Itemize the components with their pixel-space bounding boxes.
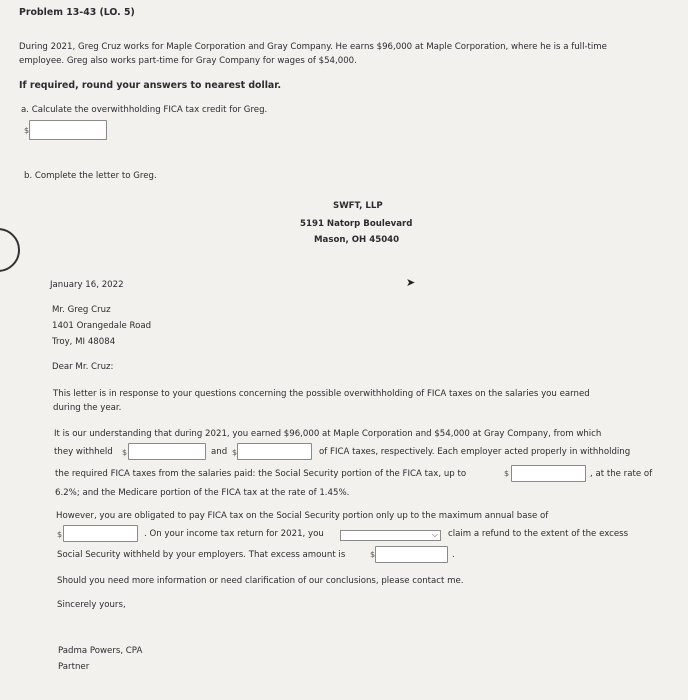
- recipient-name: Mr. Greg Cruz: [52, 305, 111, 315]
- claim-choice-dropdown[interactable]: [340, 530, 441, 541]
- firm-name: SWFT, LLP: [333, 201, 383, 211]
- overwithholding-credit-input[interactable]: [29, 120, 107, 140]
- intro-line-2: employee. Greg also works part-time for Gray Company for wages of $54,000.: [19, 56, 357, 66]
- maple-currency: $: [122, 448, 128, 457]
- paragraph-2-line-1: It is our understanding that during 2021, you earned $96,000 at Maple Corporation and $54,000 at Gray Company, from which: [54, 429, 602, 439]
- problem-title: Problem 13-43 (LO. 5): [19, 7, 135, 18]
- return-text: . On your income tax return for 2021, you: [144, 529, 324, 539]
- ss-cap-input[interactable]: [511, 465, 586, 482]
- signer-title: Partner: [58, 662, 90, 672]
- paragraph-1-line-1: This letter is in response to your questions concerning the possible overwithholding of FICA taxes on the salaries you earned: [53, 389, 590, 399]
- decorative-circle: [0, 228, 20, 272]
- of-fica-text: of FICA taxes, respectively. Each employer acted properly in withholding: [319, 447, 631, 457]
- paragraph-2-line-4: 6.2%; and the Medicare portion of the FICA tax at the rate of 1.45%.: [55, 488, 350, 498]
- signer-name: Padma Powers, CPA: [58, 646, 143, 656]
- ss-cap-currency: $: [504, 469, 510, 478]
- maple-withheld-input[interactable]: [128, 443, 206, 460]
- part-b-label: b. Complete the letter to Greg.: [24, 171, 157, 181]
- excess-period: .: [452, 550, 455, 560]
- gray-withheld-input[interactable]: [237, 443, 312, 460]
- excess-currency: $: [370, 550, 376, 559]
- part-a-label: a. Calculate the overwithholding FICA tax credit for Greg.: [21, 105, 268, 115]
- recipient-address-1: 1401 Orangedale Road: [52, 321, 152, 331]
- excess-text: Social Security withheld by your employers. That excess amount is: [57, 550, 346, 560]
- salutation: Dear Mr. Cruz:: [52, 362, 114, 372]
- closing-line: Should you need more information or need clarification of our conclusions, please contact me.: [57, 576, 464, 586]
- max-base-input[interactable]: [63, 525, 138, 542]
- paragraph-2-line-3: the required FICA taxes from the salaries paid: the Social Security portion of the FICA tax, up to: [55, 469, 467, 479]
- max-base-currency: $: [57, 530, 63, 539]
- and-text: and: [211, 447, 228, 457]
- firm-address-1: 5191 Natorp Boulevard: [300, 219, 413, 229]
- rate-text: , at the rate of: [590, 469, 653, 479]
- paragraph-1-line-2: during the year.: [53, 403, 122, 413]
- gray-currency: $: [232, 448, 238, 457]
- claim-text: claim a refund to the extent of the excess: [448, 529, 629, 539]
- letter-date: January 16, 2022: [50, 280, 124, 290]
- sign-off: Sincerely yours,: [57, 600, 126, 610]
- paragraph-3-line-1: However, you are obligated to pay FICA tax on the Social Security portion only up to the maximum annual base of: [56, 511, 549, 521]
- mouse-cursor-icon: ➤: [406, 276, 416, 289]
- chevron-down-icon: ⌵: [431, 530, 438, 539]
- intro-line-1: During 2021, Greg Cruz works for Maple Corporation and Gray Company. He earns $96,000 at Maple Corporation, where he is a full-time: [19, 42, 607, 52]
- recipient-address-2: Troy, MI 48084: [52, 337, 116, 347]
- withheld-text: they withheld: [54, 447, 113, 457]
- firm-address-2: Mason, OH 45040: [314, 235, 400, 245]
- excess-amount-input[interactable]: [375, 546, 448, 563]
- part-a-currency: $: [24, 126, 30, 135]
- rounding-note: If required, round your answers to nearest dollar.: [19, 80, 282, 91]
